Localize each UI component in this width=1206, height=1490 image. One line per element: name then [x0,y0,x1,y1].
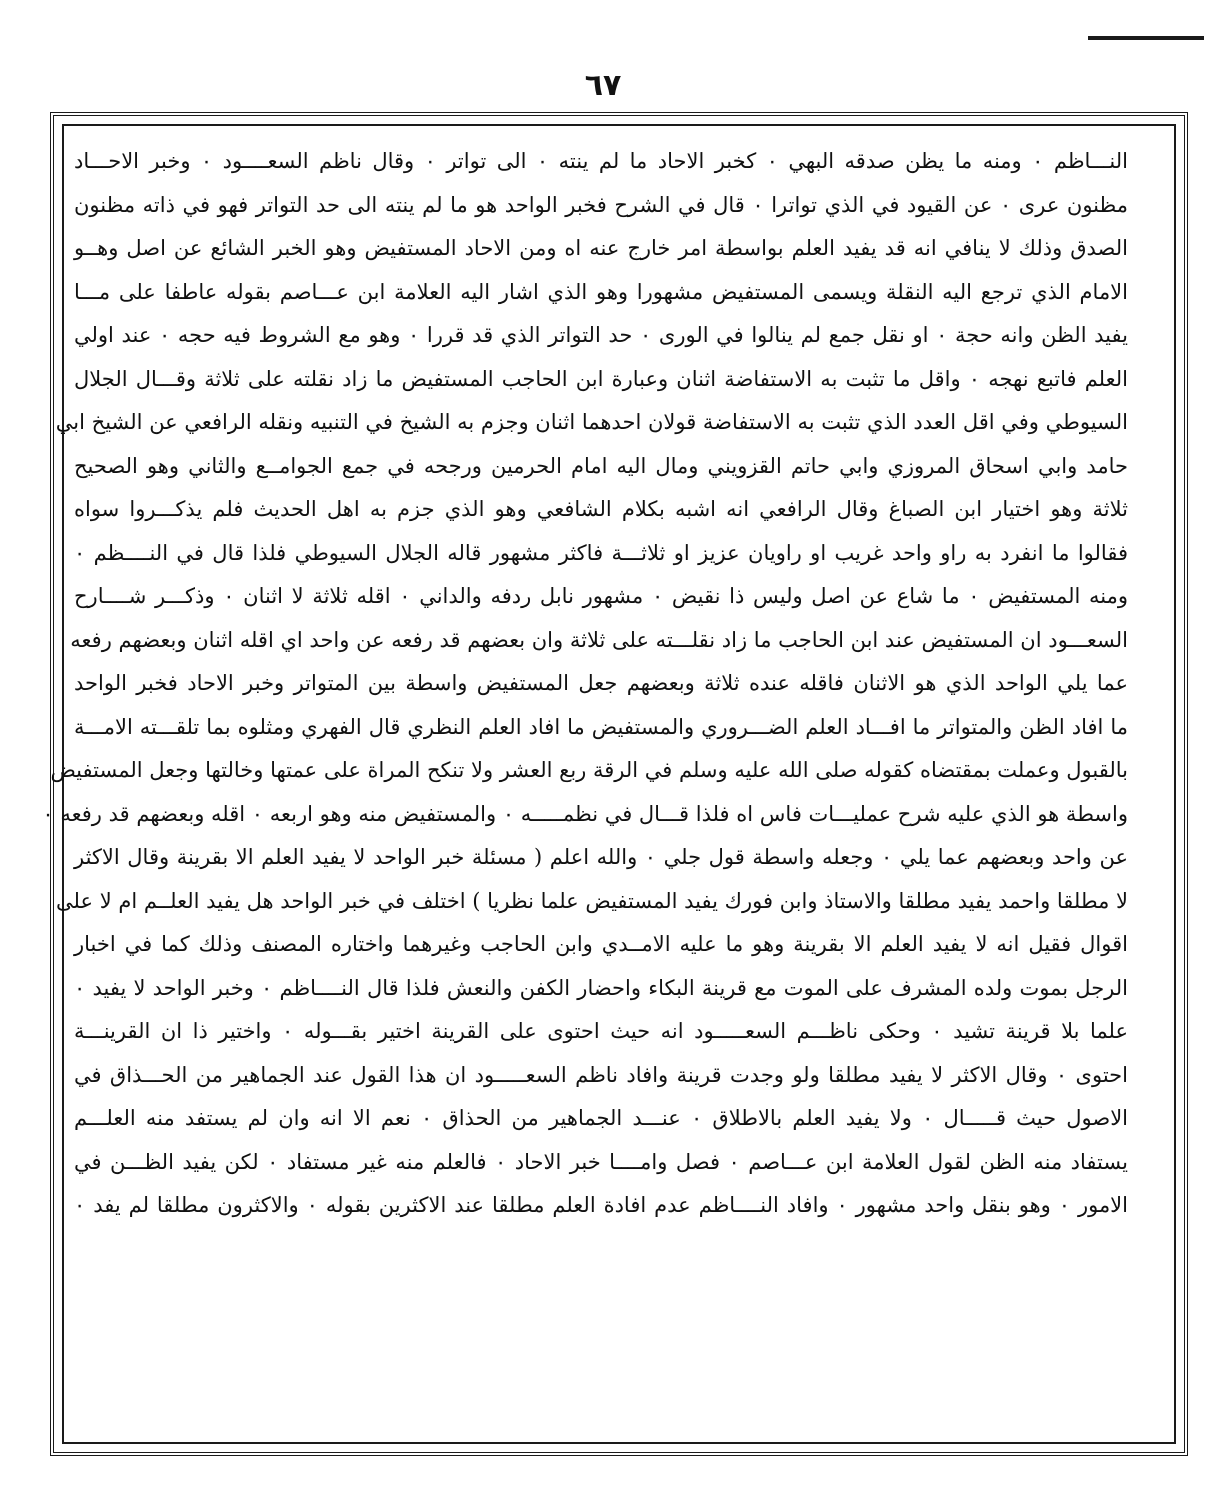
top-corner-rule [1088,36,1204,40]
text-line: اقوال فقيل انه لا يفيد العلم الا بقرينة وهو ما عليه الامــدي وابن الحاجب وغيرهما واختاره المصنف وذلك كما في اخبار [74,932,1128,956]
text-line: الامور ٠ وهو بنقل واحد مشهور ٠ وافاد النــــاظم عدم افادة العلم مطلقا عند الاكثرين بقوله ٠ والاكثرون مطلقا لم يفد ٠ [74,1193,1128,1217]
text-line: حامد وابي اسحاق المروزي وابي حاتم القزويني ومال اليه امام الحرمين ورجحه في جمع الجوامــع والثاني وهو الصحيح [74,453,1128,478]
text-line: واسطة هو الذي عليه شرح عمليـــات فاس اه فلذا قـــال في نظمـــــه ٠ والمستفيض منه وهو اربعه ٠ اقله وبعضهم قد رفعه ٠ [42,801,1128,826]
text-line: مظنون عرى ٠ عن القيود في الذي تواترا ٠ قال في الشرح فخبر الواحد هو ما لم ينته الى حد التواتر فهو في ذاته مظنون [74,192,1128,217]
text-line: لا مطلقا واحمد يفيد مطلقا والاستاذ وابن فورك يفيد المستفيض علما نظريا ) اختلف في خبر الواحد هل يفيد العلــم ام لا على [56,888,1128,913]
text-line: ثلاثة وهو اختيار ابن الصباغ وقال الرافعي انه اشبه بكلام الشافعي وهو الذي جزم به اهل الحديث فلم يذكـــروا سواه [74,497,1128,521]
text-line: بالقبول وعملت بمقتضاه كقوله صلى الله عليه وسلم في الرقة ربع العشر ولا تنكح المراة على عمتها وخالتها وجعل المستفيض [50,758,1128,782]
text-line: ومنه المستفيض ٠ ما شاع عن اصل وليس ذا نقيض ٠ مشهور نابل ردفه والداني ٠ اقله ثلاثة لا اثنان ٠ وذكـــر شــــارح [74,584,1129,608]
text-line: الامام الذي ترجع اليه النقلة ويسمى المستفيض مشهورا وهو الذي اشار اليه العلامة ابن عـــاصم بقوله عاطفا على مـــا [74,279,1128,304]
text-line: الصدق وذلك لا ينافي انه قد يفيد العلم بواسطة امر خارج عنه اه ومن الاحاد المستفيض وهو الخبر الشائع عن اصل وهــو [74,236,1128,260]
text-line: الاصول حيث قـــــال ٠ ولا يفيد العلم بالاطلاق ٠ عنـــد الجماهير من الحذاق ٠ نعم الا انه وان لم يستفد منه العلـــم [74,1106,1129,1130]
text-line: عن واحد وبعضهم عما يلي ٠ وجعله واسطة قول جلي ٠ والله اعلم ( مسئلة خبر الواحد لا يفيد العلم الا بقرينة وقال الاكثر [74,845,1128,869]
text-line: علما بلا قرينة تشيد ٠ وحكى ناظـــم السعـــــود انه حيث احتوى على القرينة اختير بقـــوله ٠ واختير ذا ان القرينـــة [74,1019,1129,1043]
text-line: احتوى ٠ وقال الاكثر لا يفيد مطلقا ولو وجدت قرينة وافاد ناظم السعـــــود ان هذا القول عند الجماهير من الحـــذاق في [74,1062,1128,1087]
text-line: الرجل بموت ولده المشرف على الموت مع قرينة البكاء واحضار الكفن والنعش فلذا قال النــــاظم ٠ وخبر الواحد لا يفيد ٠ [74,975,1128,1000]
text-line: السعـــود ان المستفيض عند ابن الحاجب ما زاد نقلـــته على ثلاثة وان بعضهم قد رفعه عن واحد اي اقله اثنان وبعضهم رفعه [70,627,1128,652]
text-line: النـــاظم ٠ ومنه ما يظن صدقه البهي ٠ كخبر الاحاد ما لم ينته ٠ الى تواتر ٠ وقال ناظم السعــــود ٠ وخبر الاحـــاد [74,149,1128,173]
page-number: ٦٧ [584,68,622,103]
text-line: فقالوا ما انفرد به راو واحد غريب او راويان عزيز او ثلاثـــة فاكثر مشهور قاله الجلال السيوطي فلذا قال في النــــظم ٠ [74,540,1128,565]
text-line: العلم فاتبع نهجه ٠ واقل ما تثبت به الاستفاضة اثنان وعبارة ابن الحاجب المستفيض ما زاد نقلته على ثلاثة وقـــال الجلال [74,366,1128,391]
arabic-text-body [42,140,1129,1228]
text-line: السيوطي وفي اقل العدد الذي تثبت به الاستفاضة قولان احدهما اثنان وجزم به الشيخ في التنبيه ونقله الرافعي عن الشيخ ابي [55,410,1128,434]
text-line: عما يلي الواحد الذي هو الاثنان فاقله عنده ثلاثة وبعضهم جعل المستفيض واسطة بين المتواتر وخبر الاحاد فخبر الواحد [74,671,1128,695]
text-line: يستفاد منه الظن لقول العلامة ابن عـــاصم ٠ فصل وامــــا خبر الاحاد ٠ فالعلم منه غير مستفاد ٠ لكن يفيد الظـــن في [74,1149,1128,1174]
text-line: ما افاد الظن والمتواتر ما افـــاد العلم الضـــروري والمستفيض ما افاد العلم النظري قال الفهري ومثلوه بما تلقـــته الامـــة [74,714,1128,739]
text-line: يفيد الظن وانه حجة ٠ او نقل جمع لم ينالوا في الورى ٠ حد التواتر الذي قد قررا ٠ وهو مع الشروط فيه حجه ٠ عند اولي [74,323,1128,347]
